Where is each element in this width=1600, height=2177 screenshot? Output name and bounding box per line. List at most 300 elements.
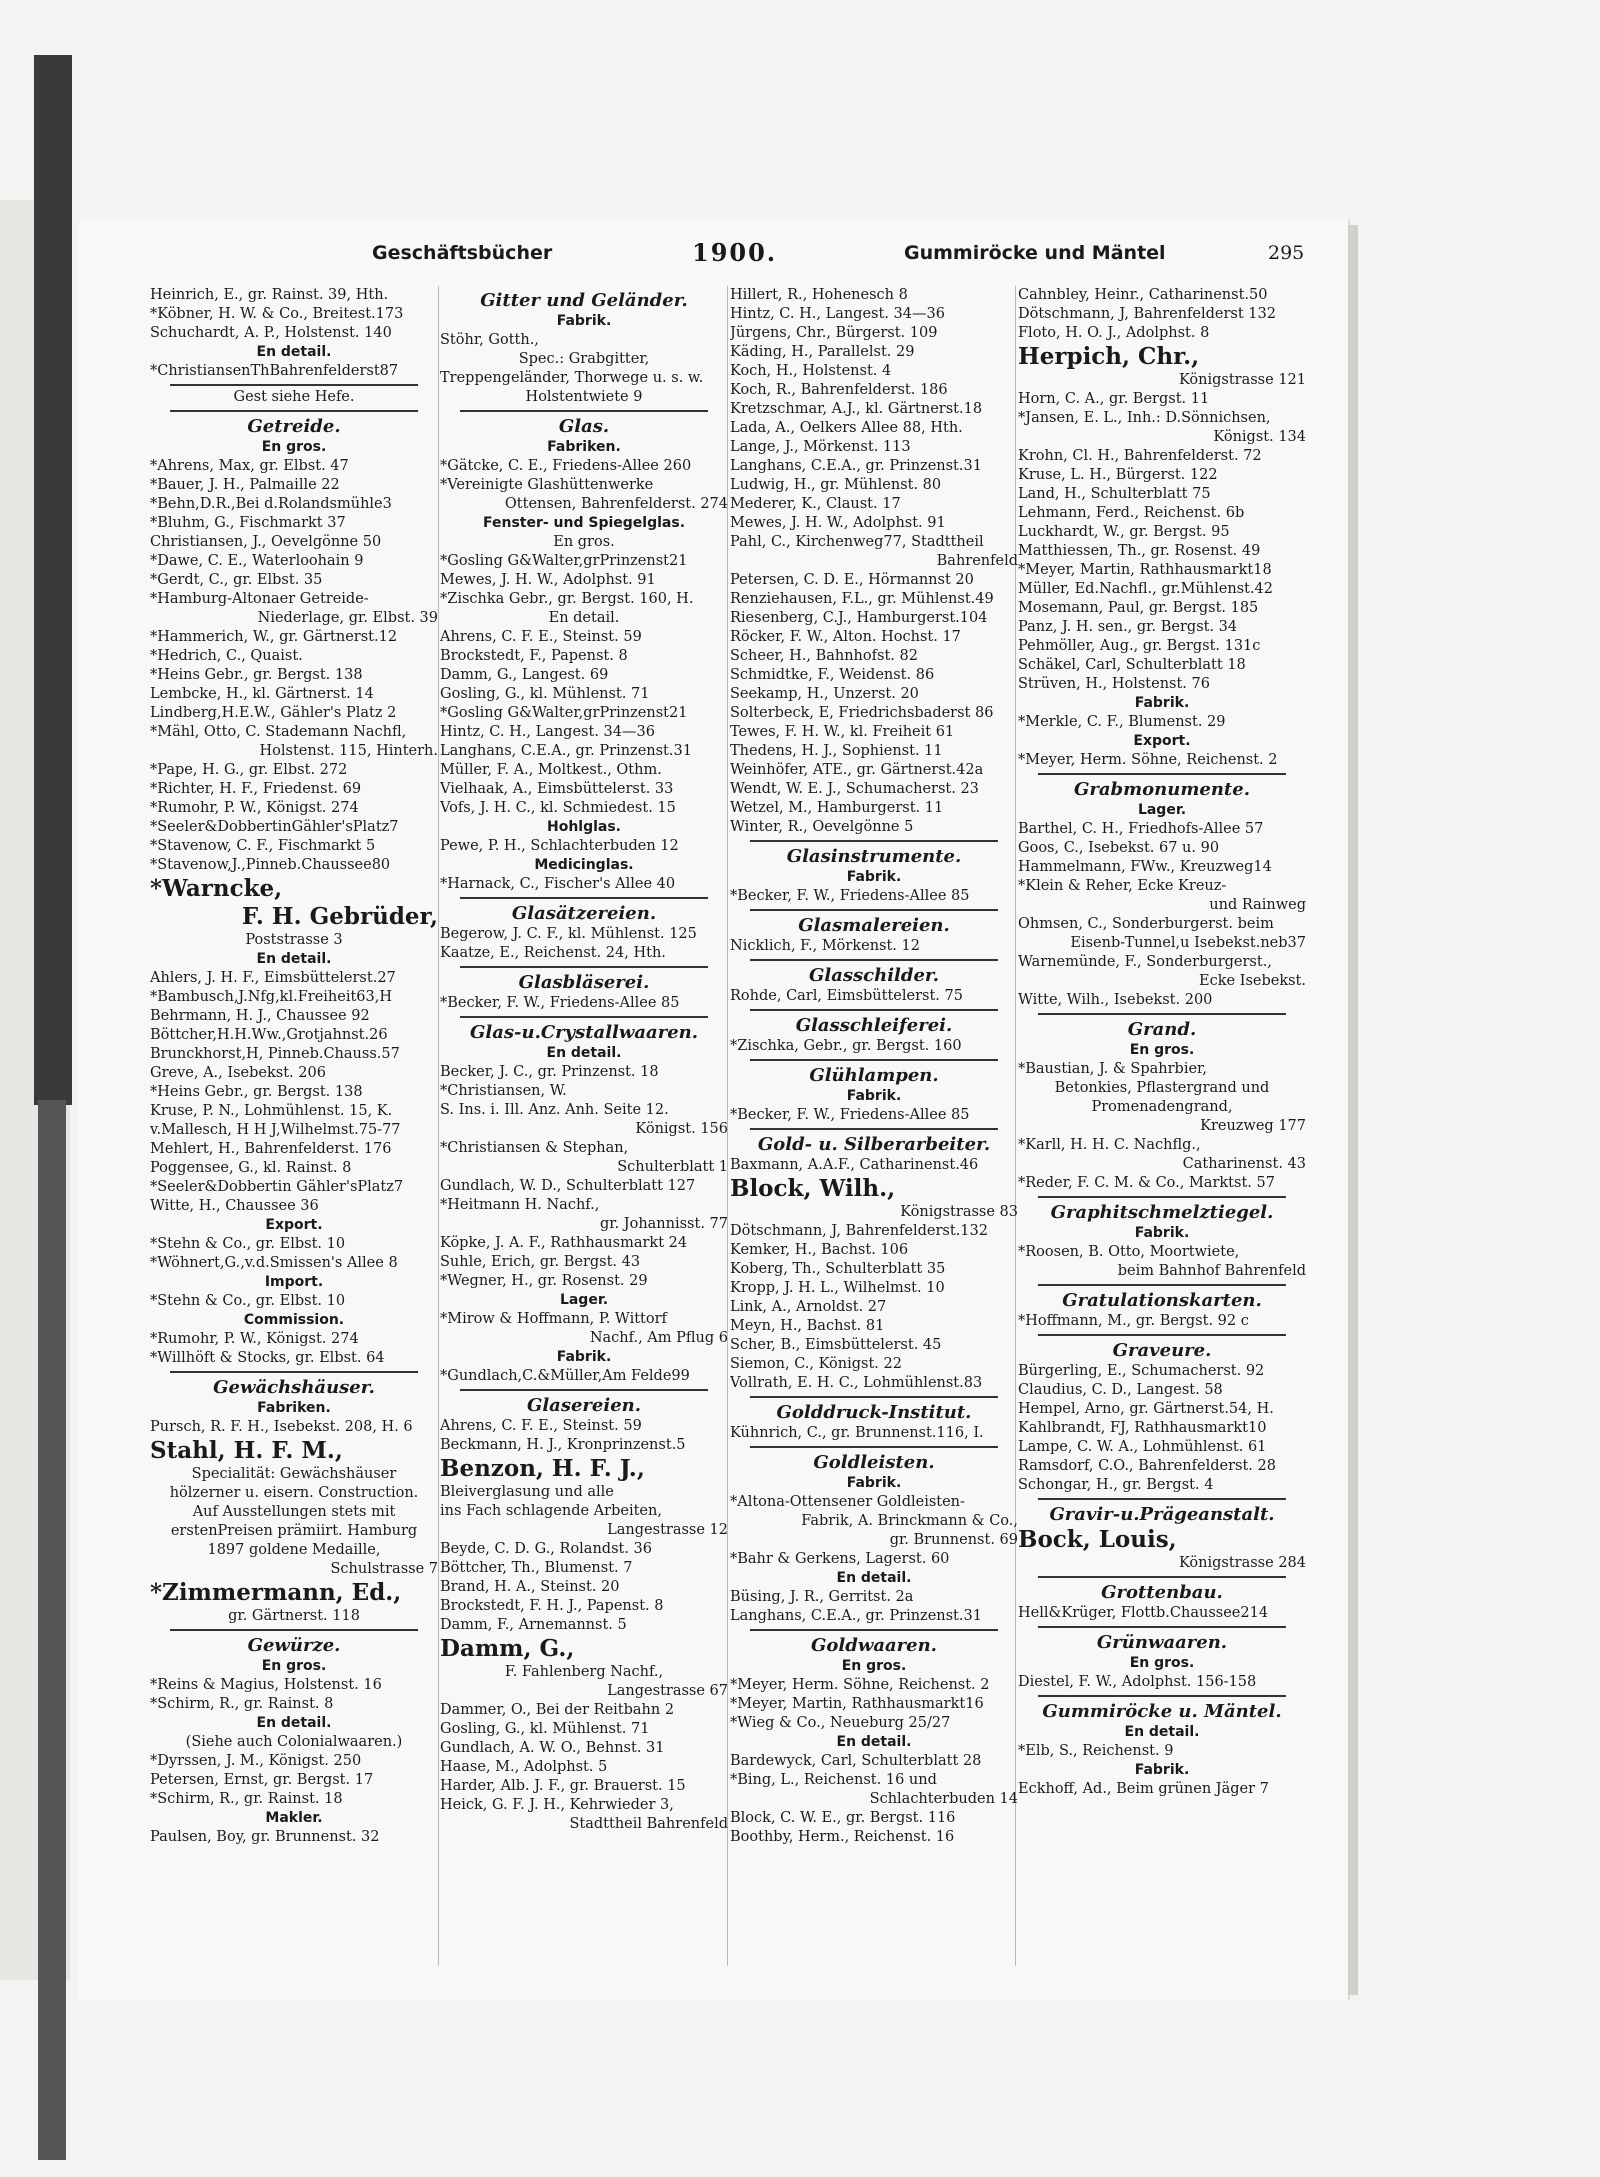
entry-continuation: Langestrasse 67 <box>607 1683 728 1699</box>
subsection-label: Fabrik. <box>846 1475 902 1491</box>
directory-entry: *Gätcke, C. E., Friedens-Allee 260 <box>440 458 692 474</box>
entry-continuation: Fabrik, A. Brinckmann & Co., <box>801 1513 1018 1529</box>
directory-entry: Ahrens, C. F. E., Steinst. 59 <box>440 1418 642 1434</box>
directory-entry: Damm, G., Langest. 69 <box>440 667 609 683</box>
page-number: 295 <box>1268 242 1305 264</box>
entry-continuation: Holstenst. 115, Hinterh. <box>259 743 438 759</box>
header-left-title: Geschäftsbücher <box>372 242 553 264</box>
section-divider <box>460 410 708 412</box>
section-heading: Glasschleiferei. <box>795 1015 953 1036</box>
section-divider <box>460 897 708 899</box>
directory-entry: Lange, J., Mörkenst. 113 <box>730 439 911 455</box>
book-binding <box>34 55 72 1105</box>
directory-entry: Mewes, J. H. W., Adolphst. 91 <box>440 572 656 588</box>
directory-entry: Witte, Wilh., Isebekst. 200 <box>1018 992 1213 1008</box>
directory-entry: *Reins & Magius, Holstenst. 16 <box>150 1677 382 1693</box>
directory-entry: Ahrens, C. F. E., Steinst. 59 <box>440 629 642 645</box>
subsection-label: En detail. <box>1124 1724 1200 1740</box>
directory-entry: *Behn,D.R.,Bei d.Rolandsmühle3 <box>150 496 392 512</box>
directory-entry: Mewes, J. H. W., Adolphst. 91 <box>730 515 946 531</box>
directory-entry: Matthiessen, Th., gr. Rosenst. 49 <box>1018 543 1261 559</box>
entry-detail: En detail. <box>548 610 620 626</box>
directory-entry: v.Mallesch, H H J,Wilhelmst.75-77 <box>150 1122 401 1138</box>
subsection-label: Fabriken. <box>257 1400 331 1416</box>
directory-entry: *Bambusch,J.Nfg,kl.Freiheit63,H <box>150 989 393 1005</box>
directory-entry: Treppengeländer, Thorwege u. s. w. <box>440 370 704 386</box>
directory-entry: Wetzel, M., Hamburgerst. 11 <box>730 800 944 816</box>
directory-entry: Vollrath, E. H. C., Lohmühlenst.83 <box>730 1375 983 1391</box>
directory-entry: Poggensee, G., kl. Rainst. 8 <box>150 1160 352 1176</box>
subsection-label: Fabrik. <box>556 313 612 329</box>
directory-entry: Floto, H. O. J., Adolphst. 8 <box>1018 325 1210 341</box>
section-divider <box>1038 1284 1286 1286</box>
directory-entry: *Gundlach,C.&Müller,Am Felde99 <box>440 1368 690 1384</box>
directory-entry: Langhans, C.E.A., gr. Prinzenst.31 <box>730 1608 982 1624</box>
directory-entry: Ohmsen, C., Sonderburgerst. beim <box>1018 916 1274 932</box>
directory-entry: *Heins Gebr., gr. Bergst. 138 <box>150 1084 363 1100</box>
directory-entry: Block, C. W. E., gr. Bergst. 116 <box>730 1810 956 1826</box>
directory-entry: Müller, Ed.Nachfl., gr.Mühlenst.42 <box>1018 581 1274 597</box>
entry-detail: Spec.: Grabgitter, <box>518 351 650 367</box>
entry-continuation: Eisenb-Tunnel,u Isebekst.neb37 <box>1070 935 1306 951</box>
directory-entry: *Wöhnert,G.,v.d.Smissen's Allee 8 <box>150 1255 398 1271</box>
directory-entry: Seekamp, H., Unzerst. 20 <box>730 686 919 702</box>
directory-entry: Baxmann, A.A.F., Catharinenst.46 <box>730 1157 979 1173</box>
entry-continuation: Königstrasse 83 <box>900 1204 1018 1220</box>
entry-detail: Specialität: Gewächshäuser <box>191 1466 397 1482</box>
directory-entry: Link, A., Arnoldst. 27 <box>730 1299 887 1315</box>
directory-entry: Lindberg,H.E.W., Gähler's Platz 2 <box>150 705 397 721</box>
section-divider <box>460 966 708 968</box>
subsection-label: En gros. <box>261 1658 327 1674</box>
directory-entry: Scheer, H., Bahnhofst. 82 <box>730 648 918 664</box>
directory-entry: *Dyrssen, J. M., Königst. 250 <box>150 1753 362 1769</box>
subsection-label: En detail. <box>836 1734 912 1750</box>
directory-entry: *Wegner, H., gr. Rosenst. 29 <box>440 1273 648 1289</box>
directory-entry: Vielhaak, A., Eimsbüttelerst. 33 <box>440 781 674 797</box>
directory-entry: Meyn, H., Bachst. 81 <box>730 1318 885 1334</box>
entry-detail: (Siehe auch Colonialwaaren.) <box>185 1734 403 1750</box>
section-heading: Gitter und Geländer. <box>480 290 688 311</box>
entry-detail: Poststrasse 3 <box>245 932 343 948</box>
section-divider <box>1038 1576 1286 1578</box>
entry-continuation: Stadttheil Bahrenfeld <box>569 1816 728 1832</box>
directory-entry: Kemker, H., Bachst. 106 <box>730 1242 909 1258</box>
directory-entry: Dötschmann, J, Bahrenfelderst 132 <box>1018 306 1276 322</box>
directory-entry: Schmidtke, F., Weidenst. 86 <box>730 667 935 683</box>
subsection-label: En detail. <box>836 1570 912 1586</box>
section-heading: Glasätzereien. <box>511 903 657 924</box>
subsection-label: Makler. <box>265 1810 323 1826</box>
directory-entry: *Christiansen & Stephan, <box>440 1140 629 1156</box>
directory-entry: Behrmann, H. J., Chaussee 92 <box>150 1008 370 1024</box>
directory-entry: *Gosling G&Walter,grPrinzenst21 <box>440 553 688 569</box>
entry-detail: erstenPreisen prämiirt. Hamburg <box>170 1523 418 1539</box>
section-heading: Glasschilder. <box>809 965 939 986</box>
directory-entry: *Stehn & Co., gr. Elbst. 10 <box>150 1236 346 1252</box>
section-heading: Grottenbau. <box>1101 1582 1223 1603</box>
section-heading: Glühlampen. <box>809 1065 939 1086</box>
section-divider <box>750 840 998 842</box>
directory-entry: Becker, J. C., gr. Prinzenst. 18 <box>440 1064 659 1080</box>
subsection-label: Fabrik. <box>1134 695 1190 711</box>
directory-entry: *Seeler&DobbertinGähler'sPlatz7 <box>150 819 399 835</box>
featured-firm-name: Bock, Louis, <box>1018 1526 1177 1553</box>
section-heading: Goldleisten. <box>813 1452 935 1473</box>
directory-entry: Thedens, H. J., Sophienst. 11 <box>730 743 943 759</box>
subsection-label: Fabrik. <box>846 1088 902 1104</box>
directory-entry: Strüven, H., Holstenst. 76 <box>1018 676 1210 692</box>
featured-firm-name: Stahl, H. F. M., <box>150 1437 343 1464</box>
directory-entry: Gundlach, A. W. O., Behnst. 31 <box>440 1740 665 1756</box>
subsection-label: Commission. <box>243 1312 345 1328</box>
subsection-label: En gros. <box>1129 1655 1195 1671</box>
directory-entry: Müller, F. A., Moltkest., Othm. <box>440 762 662 778</box>
directory-entry: *Hammerich, W., gr. Gärtnerst.12 <box>150 629 398 645</box>
entry-detail: En gros. <box>553 534 615 550</box>
directory-entry: *Merkle, C. F., Blumenst. 29 <box>1018 714 1226 730</box>
subsection-label: Lager. <box>559 1292 609 1308</box>
directory-entry: *Zischka, Gebr., gr. Bergst. 160 <box>730 1038 962 1054</box>
directory-entry: *Stehn & Co., gr. Elbst. 10 <box>150 1293 346 1309</box>
directory-entry: *Dawe, C. E., Waterloohain 9 <box>150 553 364 569</box>
directory-entry: *Klein & Reher, Ecke Kreuz- <box>1018 878 1227 894</box>
section-divider <box>1038 773 1286 775</box>
directory-entry: *Bahr & Gerkens, Lagerst. 60 <box>730 1551 950 1567</box>
directory-entry: Gosling, G., kl. Mühlenst. 71 <box>440 686 650 702</box>
entry-detail: Holstentwiete 9 <box>525 389 643 405</box>
directory-entry: Solterbeck, E, Friedrichsbaderst 86 <box>730 705 994 721</box>
directory-entry: *Roosen, B. Otto, Moortwiete, <box>1018 1244 1240 1260</box>
section-divider <box>750 1629 998 1631</box>
directory-entry: *Christiansen, W. <box>440 1083 567 1099</box>
featured-firm-name: F. H. Gebrüder, <box>241 903 438 930</box>
directory-entry: *Stavenow,J.,Pinneb.Chaussee80 <box>150 857 391 873</box>
directory-entry: Pehmöller, Aug., gr. Bergst. 131c <box>1018 638 1261 654</box>
directory-entry: *Becker, F. W., Friedens-Allee 85 <box>730 1107 970 1123</box>
entry-continuation: Ecke Isebekst. <box>1199 973 1306 989</box>
directory-entry: *Hamburg-Altonaer Getreide- <box>150 591 369 607</box>
section-divider <box>1038 1695 1286 1697</box>
subsection-label: Lager. <box>1137 802 1187 818</box>
section-divider <box>750 959 998 961</box>
directory-entry: Barthel, C. H., Friedhofs-Allee 57 <box>1018 821 1264 837</box>
entry-detail: Auf Ausstellungen stets mit <box>192 1504 396 1520</box>
directory-entry: Petersen, Ernst, gr. Bergst. 17 <box>150 1772 374 1788</box>
directory-entry: Kretzschmar, A.J., kl. Gärtnerst.18 <box>730 401 983 417</box>
directory-entry: Ramsdorf, C.O., Bahrenfelderst. 28 <box>1018 1458 1276 1474</box>
column-2 <box>440 286 728 1966</box>
directory-entry: Büsing, J. R., Gerritst. 2a <box>730 1589 914 1605</box>
directory-entry: *Karll, H. H. C. Nachflg., <box>1018 1137 1201 1153</box>
directory-entry: Dötschmann, J, Bahrenfelderst.132 <box>730 1223 988 1239</box>
subsection-label: En detail. <box>256 1715 332 1731</box>
directory-entry: *Mähl, Otto, C. Stademann Nachfl, <box>150 724 407 740</box>
directory-entry: Petersen, C. D. E., Hörmannst 20 <box>730 572 974 588</box>
section-heading: Graveure. <box>1112 1340 1212 1361</box>
directory-entry: *Becker, F. W., Friedens-Allee 85 <box>730 888 970 904</box>
directory-entry: *Bauer, J. H., Palmaille 22 <box>150 477 340 493</box>
directory-entry: Renziehausen, F.L., gr. Mühlenst.49 <box>730 591 994 607</box>
subsection-label: En gros. <box>261 439 327 455</box>
directory-entry: Harder, Alb. J. F., gr. Brauerst. 15 <box>440 1778 686 1794</box>
section-divider <box>750 909 998 911</box>
directory-entry: *Becker, F. W., Friedens-Allee 85 <box>440 995 680 1011</box>
entry-continuation: Bahrenfeld <box>936 553 1018 569</box>
directory-entry: *Meyer, Martin, Rathhausmarkt18 <box>1018 562 1272 578</box>
subsection-label: En gros. <box>1129 1042 1195 1058</box>
directory-entry: Schongar, H., gr. Bergst. 4 <box>1018 1477 1214 1493</box>
directory-entry: Köpke, J. A. F., Rathhausmarkt 24 <box>440 1235 688 1251</box>
section-divider <box>750 1446 998 1448</box>
directory-entry: Wendt, W. E. J., Schumacherst. 23 <box>730 781 979 797</box>
directory-entry: Bürgerling, E., Schumacherst. 92 <box>1018 1363 1265 1379</box>
entry-detail: F. Fahlenberg Nachf., <box>504 1664 664 1680</box>
section-divider <box>1038 1334 1286 1336</box>
section-divider <box>1038 1626 1286 1628</box>
section-divider <box>1038 1498 1286 1500</box>
directory-entry: Bardewyck, Carl, Schulterblatt 28 <box>730 1753 982 1769</box>
subsection-label: Export. <box>265 1217 323 1233</box>
directory-entry: *Mirow & Hoffmann, P. Wittorf <box>440 1311 667 1327</box>
section-divider <box>750 1059 998 1061</box>
directory-entry: Gundlach, W. D., Schulterblatt 127 <box>440 1178 696 1194</box>
directory-entry: Hempel, Arno, gr. Gärtnerst.54, H. <box>1018 1401 1274 1417</box>
subsection-label: Hohlglas. <box>546 819 622 835</box>
directory-entry: *Bing, L., Reichenst. 16 und <box>730 1772 937 1788</box>
entry-continuation: Königstrasse 121 <box>1178 372 1306 388</box>
directory-entry: Heinrich, E., gr. Rainst. 39, Hth. <box>150 287 389 303</box>
directory-entry: Lada, A., Oelkers Allee 88, Hth. <box>730 420 963 436</box>
directory-entry: *Bluhm, G., Fischmarkt 37 <box>150 515 346 531</box>
directory-entry: Lembcke, H., kl. Gärtnerst. 14 <box>150 686 374 702</box>
directory-entry: Luckhardt, W., gr. Bergst. 95 <box>1018 524 1230 540</box>
directory-entry: *Hoffmann, M., gr. Bergst. 92 c <box>1018 1313 1249 1329</box>
header-year: 1900. <box>692 238 778 267</box>
directory-entry: *Elb, S., Reichenst. 9 <box>1018 1743 1174 1759</box>
directory-entry: Land, H., Schulterblatt 75 <box>1018 486 1211 502</box>
entry-continuation: beim Bahnhof Bahrenfeld <box>1117 1263 1306 1279</box>
directory-entry: Brockstedt, F., Papenst. 8 <box>440 648 628 664</box>
directory-entry: Christiansen, J., Oevelgönne 50 <box>150 534 382 550</box>
directory-entry: Claudius, C. D., Langest. 58 <box>1018 1382 1223 1398</box>
subsection-label: Fabrik. <box>1134 1762 1190 1778</box>
directory-entry: *Altona-Ottensener Goldleisten- <box>730 1494 965 1510</box>
section-heading: Gewürze. <box>247 1635 341 1656</box>
section-heading: Graphitschmelztiegel. <box>1050 1202 1274 1223</box>
directory-entry: Nicklich, F., Mörkenst. 12 <box>730 938 920 954</box>
directory-entry: *Meyer, Herm. Söhne, Reichenst. 2 <box>730 1677 990 1693</box>
directory-entry: *Pape, H. G., gr. Elbst. 272 <box>150 762 348 778</box>
directory-entry: Pursch, R. F. H., Isebekst. 208, H. 6 <box>150 1419 413 1435</box>
directory-entry: Winter, R., Oevelgönne 5 <box>730 819 914 835</box>
directory-entry: *Willhöft & Stocks, gr. Elbst. 64 <box>150 1350 385 1366</box>
directory-entry: Hammelmann, FWw., Kreuzweg14 <box>1018 859 1272 875</box>
directory-entry: Kropp, J. H. L., Wilhelmst. 10 <box>730 1280 945 1296</box>
column-3 <box>730 286 1018 1966</box>
subsection-label: En detail. <box>256 951 332 967</box>
directory-entry: Mederer, K., Claust. 17 <box>730 496 901 512</box>
directory-entry: *Gerdt, C., gr. Elbst. 35 <box>150 572 323 588</box>
directory-entry: *Reder, F. C. M. & Co., Marktst. 57 <box>1018 1175 1275 1191</box>
column-4 <box>1018 286 1306 1966</box>
directory-entry: Ahlers, J. H. F., Eimsbüttelerst.27 <box>150 970 396 986</box>
subsection-label: Fabrik. <box>556 1349 612 1365</box>
directory-entry: Horn, C. A., gr. Bergst. 11 <box>1018 391 1210 407</box>
running-header <box>300 238 1310 272</box>
entry-continuation: und Rainweg <box>1209 897 1306 913</box>
directory-entry: Hintz, C. H., Langest. 34—36 <box>730 306 945 322</box>
featured-firm-name: Block, Wilh., <box>730 1175 896 1202</box>
directory-entry: Beckmann, H. J., Kronprinzenst.5 <box>440 1437 686 1453</box>
entry-detail: hölzerner u. eisern. Construction. <box>169 1485 419 1501</box>
section-heading: Grabmonumente. <box>1074 779 1250 800</box>
section-divider <box>1038 1196 1286 1198</box>
directory-entry: Gosling, G., kl. Mühlenst. 71 <box>440 1721 650 1737</box>
directory-entry: Jürgens, Chr., Bürgerst. 109 <box>730 325 938 341</box>
directory-entry: Paulsen, Boy, gr. Brunnenst. 32 <box>150 1829 380 1845</box>
directory-entry: *Vereinigte Glashüttenwerke <box>440 477 654 493</box>
directory-entry: Stöhr, Gotth., <box>440 332 539 348</box>
directory-entry: Mehlert, H., Bahrenfelderst. 176 <box>150 1141 392 1157</box>
entry-continuation: Nachf., Am Pflug 6 <box>589 1330 728 1346</box>
directory-entry: Ludwig, H., gr. Mühlenst. 80 <box>730 477 942 493</box>
directory-entry: *Gosling G&Walter,grPrinzenst21 <box>440 705 688 721</box>
directory-entry: *Rumohr, P. W., Königst. 274 <box>150 800 359 816</box>
section-divider <box>750 1396 998 1398</box>
directory-entry: Pahl, C., Kirchenweg77, Stadttheil <box>730 534 984 550</box>
directory-entry: Brockstedt, F. H. J., Papenst. 8 <box>440 1598 664 1614</box>
entry-continuation: Schulstrasse 7 <box>330 1561 438 1577</box>
section-divider <box>460 1389 708 1391</box>
directory-entry: Krohn, Cl. H., Bahrenfelderst. 72 <box>1018 448 1262 464</box>
section-heading: Glas. <box>558 416 610 437</box>
entry-continuation: Ottensen, Bahrenfelderst. 274 <box>504 496 728 512</box>
directory-entry: Koch, R., Bahrenfelderst. 186 <box>730 382 948 398</box>
entry-continuation: Schlachterbuden 14 <box>869 1791 1018 1807</box>
directory-entry: Mosemann, Paul, gr. Bergst. 185 <box>1018 600 1259 616</box>
featured-firm-name: *Zimmermann, Ed., <box>150 1579 402 1606</box>
directory-entry: Diestel, F. W., Adolphst. 156-158 <box>1018 1674 1257 1690</box>
section-heading: Golddruck-Institut. <box>776 1402 972 1423</box>
directory-entry: Weinhöfer, ATE., gr. Gärtnerst.42a <box>730 762 984 778</box>
section-heading: Glasereien. <box>526 1395 642 1416</box>
directory-entry: Kaatze, E., Reichenst. 24, Hth. <box>440 945 666 961</box>
directory-entry: *Seeler&Dobbertin Gähler'sPlatz7 <box>150 1179 404 1195</box>
directory-entry: *Harnack, C., Fischer's Allee 40 <box>440 876 676 892</box>
featured-firm-name: Benzon, H. F. J., <box>440 1455 645 1482</box>
directory-entry: *Heins Gebr., gr. Bergst. 138 <box>150 667 363 683</box>
directory-entry: Langhans, C.E.A., gr. Prinzenst.31 <box>440 743 692 759</box>
directory-entry: Pewe, P. H., Schlachterbuden 12 <box>440 838 679 854</box>
directory-entry: *Schirm, R., gr. Rainst. 18 <box>150 1791 343 1807</box>
directory-entry: *Hedrich, C., Quaist. <box>150 648 303 664</box>
directory-entry: Kruse, L. H., Bürgerst. 122 <box>1018 467 1218 483</box>
entry-detail: Promenadengrand, <box>1091 1099 1233 1115</box>
section-heading: Glasinstrumente. <box>786 846 962 867</box>
directory-entry: Suhle, Erich, gr. Bergst. 43 <box>440 1254 641 1270</box>
directory-entry: *Köbner, H. W. & Co., Breitest.173 <box>150 306 404 322</box>
directory-entry: *Meyer, Herm. Söhne, Reichenst. 2 <box>1018 752 1278 768</box>
directory-entry: *Richter, H. F., Friedenst. 69 <box>150 781 362 797</box>
directory-entry: Cahnbley, Heinr., Catharinenst.50 <box>1018 287 1268 303</box>
directory-entry: Scher, B., Eimsbüttelerst. 45 <box>730 1337 942 1353</box>
directory-entry: Schäkel, Carl, Schulterblatt 18 <box>1018 657 1246 673</box>
directory-entry: Hintz, C. H., Langest. 34—36 <box>440 724 655 740</box>
section-divider <box>460 1016 708 1018</box>
directory-entry: Böttcher,H.H.Ww.,Grotjahnst.26 <box>150 1027 388 1043</box>
directory-entry: Damm, F., Arnemannst. 5 <box>440 1617 627 1633</box>
directory-entry: *Baustian, J. & Spahrbier, <box>1018 1061 1207 1077</box>
entry-continuation: gr. Johannisst. 77 <box>599 1216 728 1232</box>
directory-entry: Brunckhorst,H, Pinneb.Chauss.57 <box>150 1046 400 1062</box>
subsection-label: Export. <box>1133 733 1191 749</box>
section-heading: Gewächshäuser. <box>213 1377 375 1398</box>
subsection-label: Fenster- und Spiegelglas. <box>482 515 686 531</box>
directory-entry: S. Ins. i. Ill. Anz. Anh. Seite 12. <box>440 1102 669 1118</box>
directory-entry: Hillert, R., Hohenesch 8 <box>730 287 908 303</box>
subsection-label: En detail. <box>546 1045 622 1061</box>
subsection-label: Fabrik. <box>846 869 902 885</box>
directory-entry: Koberg, Th., Schulterblatt 35 <box>730 1261 946 1277</box>
section-heading: Gummiröcke u. Mäntel. <box>1042 1701 1282 1722</box>
cross-reference: Gest siehe Hefe. <box>233 389 355 405</box>
entry-continuation: Königst. 156 <box>635 1121 728 1137</box>
subsection-label: Fabriken. <box>547 439 621 455</box>
subsection-label: Import. <box>264 1274 324 1290</box>
entry-continuation: Schulterblatt 1 <box>617 1159 728 1175</box>
directory-entry: Kahlbrandt, FJ, Rathhausmarkt10 <box>1018 1420 1267 1436</box>
directory-entry: Vofs, J. H. C., kl. Schmiedest. 15 <box>440 800 676 816</box>
directory-entry: Siemon, C., Königst. 22 <box>730 1356 902 1372</box>
directory-entry: Greve, A., Isebekst. 206 <box>150 1065 326 1081</box>
directory-entry: Käding, H., Parallelst. 29 <box>730 344 915 360</box>
subsection-label: Medicinglas. <box>534 857 634 873</box>
directory-entry: *Stavenow, C. F., Fischmarkt 5 <box>150 838 376 854</box>
section-divider <box>170 1629 418 1631</box>
section-divider <box>1038 1013 1286 1015</box>
directory-entry: Röcker, F. W., Alton. Hochst. 17 <box>730 629 961 645</box>
directory-entry: Langhans, C.E.A., gr. Prinzenst.31 <box>730 458 982 474</box>
section-heading: Grünwaaren. <box>1096 1632 1228 1653</box>
directory-entry: *Zischka Gebr., gr. Bergst. 160, H. <box>440 591 694 607</box>
section-heading: Gratulationskarten. <box>1062 1290 1262 1311</box>
directory-entry: Eckhoff, Ad., Beim grünen Jäger 7 <box>1018 1781 1269 1797</box>
directory-entry: *Jansen, E. L., Inh.: D.Sönnichsen, <box>1018 410 1271 426</box>
entry-continuation: Niederlage, gr. Elbst. 39 <box>257 610 438 626</box>
section-heading: Glasbläserei. <box>518 972 650 993</box>
section-divider <box>750 1009 998 1011</box>
directory-entry: *Heitmann H. Nachf., <box>440 1197 600 1213</box>
directory-entry: Rohde, Carl, Eimsbüttelerst. 75 <box>730 988 963 1004</box>
directory-entry: *Meyer, Martin, Rathhausmarkt16 <box>730 1696 984 1712</box>
directory-entry: Warnemünde, F., Sonderburgerst., <box>1018 954 1272 970</box>
directory-entry: Haase, M., Adolphst. 5 <box>440 1759 608 1775</box>
directory-entry: Kühnrich, C., gr. Brunnenst.116, I. <box>730 1425 984 1441</box>
directory-entry: Goos, C., Isebekst. 67 u. 90 <box>1018 840 1220 856</box>
directory-entry: ins Fach schlagende Arbeiten, <box>440 1503 662 1519</box>
entry-continuation: Kreuzweg 177 <box>1200 1118 1306 1134</box>
book-binding-lower <box>38 1100 66 2160</box>
directory-entry: Lampe, C. W. A., Lohmühlenst. 61 <box>1018 1439 1267 1455</box>
entry-continuation: Königstrasse 284 <box>1178 1555 1306 1571</box>
entry-continuation: Catharinenst. 43 <box>1182 1156 1306 1172</box>
page-edge <box>1348 225 1358 1995</box>
section-heading: Glasmalereien. <box>798 915 950 936</box>
section-divider <box>170 1371 418 1373</box>
column-1 <box>150 286 438 1966</box>
directory-entry: *Rumohr, P. W., Königst. 274 <box>150 1331 359 1347</box>
